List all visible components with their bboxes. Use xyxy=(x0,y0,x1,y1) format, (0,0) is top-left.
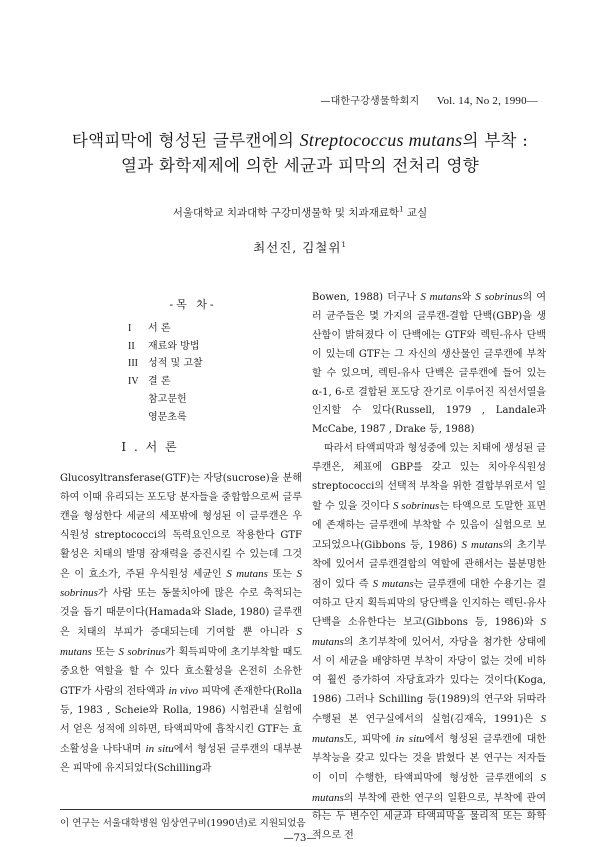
journal-volume: Vol. 14, No 2, 1990— xyxy=(436,95,538,107)
toc-sub-item: 영문초록 xyxy=(148,411,187,423)
footnote-divider xyxy=(60,809,546,810)
authors: 최선진, 김철위$^1$ xyxy=(253,240,347,255)
table-of-contents xyxy=(128,296,288,427)
left-column xyxy=(60,470,302,779)
toc-item: III 성적 및 고찰 xyxy=(128,358,203,370)
footnote: 이 연구는 서울대학병원 임상연구비(1990년)로 지원되었음 xyxy=(60,818,306,829)
affiliation: 서울대학교 치과대학 구강미생물학 및 치과재료학$^1$ 교실 xyxy=(172,205,428,219)
species-name: Streptococcus mutans xyxy=(299,130,463,150)
toc-item: I 서 론 xyxy=(128,322,171,334)
paragraph: Bowen, 1988) 더구나 S mutans와 S sobrinus의 여러 균주들은 몇 가지의 글루캔-결합 단백(GBP)을 생산함이 밝혀졌다 이 단백에는 GTF와 렉틴-유사 단백이 있는데 GTF는 그 자신의 생산물인 글루캔에 부착할 수 있으며, 렉틴-유사 단백은 글루캔에 들어 있는 α-1, 6-로 결합된 포도당 잔기로 이루어진 직선서열을 인지할 수 있다(Russell, 1979 , Landale과 McCabe, 1987 , Drake 등, 1988) xyxy=(312,291,547,436)
page-number: —73— xyxy=(283,833,317,844)
toc-sub-item: 참고문헌 xyxy=(148,393,187,405)
section-heading: I . 서 론 xyxy=(121,440,179,454)
article-title xyxy=(40,128,560,178)
paragraph: Glucosyltransferase(GTF)는 자당(sucrose)을 분해하여 이때 유리되는 포도당 분자들을 중합함으로써 글루캔을 형성한다 세균의 세포밖에 형성된 이 글루캔은 우식원성 streptococci의 독력요인으로 작용한다 GTF 활성은 치태의 발명 잠재력을 증진시킬 수 있는데 그것은 이 효소가, 주된 우식원성 세균인 S mutans 또는 S sobrinus가 사람 또는 동물치아에 많은 수로 축적되는 것을 돕기 때문이다(Hamada와 Slade, 1980) 글루캔은 치태의 부피가 증대되는데 기여할 뿐 아니라 S mutans 또는 S sobrinus가 획득피막에 초기부착할 때도 중요한 역할을 할 수 있다 효소활성을 온전히 소유한 GTF가 사람의 전타액과 in vivo 피막에 존재한다(Rolla 등, 1983 , Scheie와 Rolla, 1986) 시험관내 실험에서 얻은 성적에 의하면, 타액피막에 흡착시킨 GTF는 효소활성을 나타내며 in situ에서 형성된 글루캔의 대부분은 피막에 유지되었다(Schilling과 xyxy=(60,473,303,774)
toc-item: II 재료와 방법 xyxy=(128,340,200,352)
toc-item: IV 결 론 xyxy=(128,376,171,388)
title-line-2: 열과 화학제제에 의한 세균과 피막의 전처리 영향 xyxy=(120,156,480,175)
toc-title: -목 차- xyxy=(169,298,217,311)
title-line-1: 타액피막에 형성된 글루캔에의 Streptococcus mutans의 부착 : xyxy=(71,130,529,150)
paragraph: 따라서 타액피막과 형성중에 있는 치태에 생성된 글루캔은, 체표에 GBP를 갖고 있는 치아우식원성 streptococci의 선택적 부착을 위한 결합부위로서 일할 수 있을 것이다 S sobrinus는 타액으로 도말한 표면에 존재하는 글루캔에 부착할 수 있음이 실험으로 보고되었으나(Gibbons 등, 1986) S mutans의 초기부착에 있어서 글루캔결합의 역할에 관해서는 불분명한 점이 있다 즉 S mutans는 글루캔에 대한 수용기는 결여하고 단지 획득피막의 당단백을 인지하는 렉틴-유사 단백을 소유한다는 보고(Gibbons 등, 1986)와 S mutans의 초기부착에 있어서, 자당을 첨가한 상태에서 이 세균을 배양하면 부착이 자당이 없는 것에 비하여 훨씬 증가하여 자당효과가 있다는 것이다(Koga, 1986) 그러나 Schilling 등(1989)의 연구와 뒤따라 수행된 본 연구실에서의 실험(김재옥, 1991)은 S mutans도, 피막에 in situ에서 형성된 글루캔에 대한 부착능을 갖고 있다는 것을 밝혔다 본 연구는 저자들이 이미 수행한, 타액피막에 형성한 글루캔에의 S mutans의 부착에 관한 연구의 일환으로, 부착에 관여하는 두 변수인 세균과 타액피막을 물리적 또는 화학적으로 전 xyxy=(312,443,547,842)
journal-name: —대한구강생물학회지 xyxy=(320,96,420,107)
running-header xyxy=(320,92,538,107)
right-column xyxy=(312,288,546,846)
